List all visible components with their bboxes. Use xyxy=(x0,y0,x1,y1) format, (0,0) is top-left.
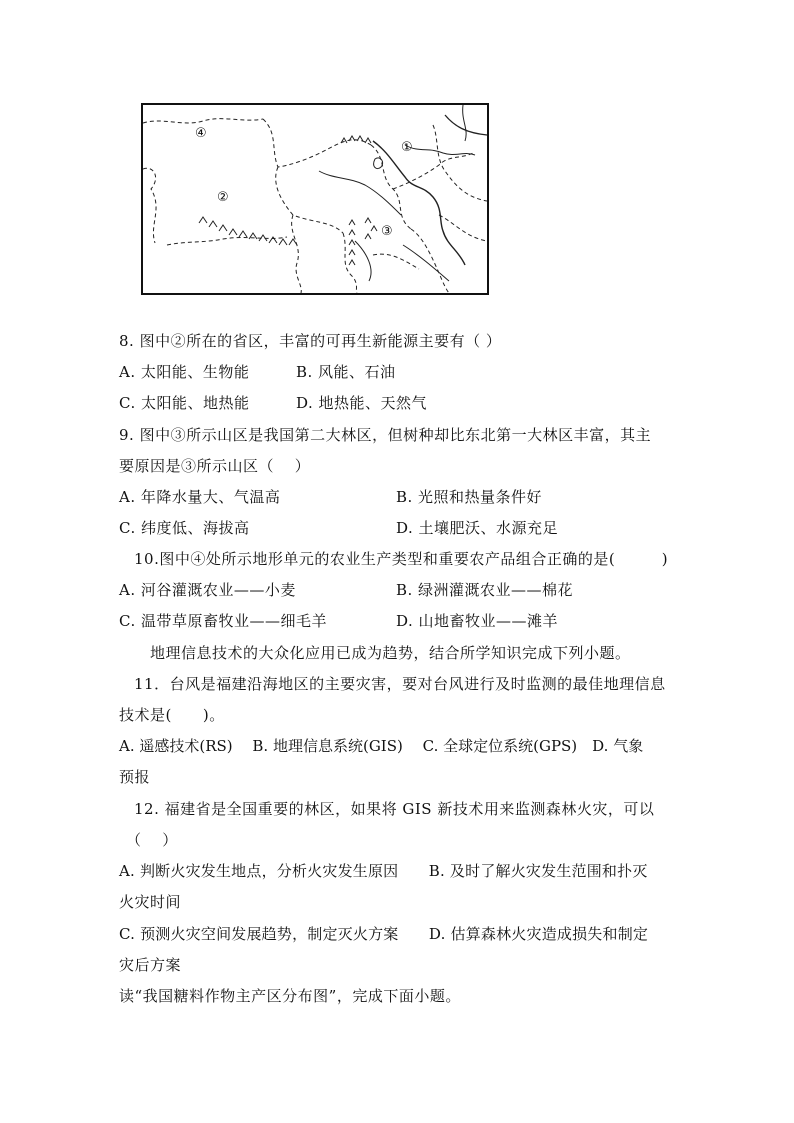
marker-4: ④ xyxy=(195,126,207,141)
q8-options-row1 xyxy=(119,362,396,382)
q9-option-d: D. 土壤肥沃、水源充足 xyxy=(396,519,559,537)
q8-option-a: A. 太阳能、生物能 xyxy=(119,363,250,381)
q12-options-cd: C. 预测火灾空间发展趋势，制定灭火方案 D. 估算森林火灾造成损失和制定 xyxy=(119,925,649,943)
q9-stem-line1: 9. 图中③所示山区是我国第二大林区，但树种却比东北第一大林区丰富，其主 xyxy=(119,426,652,444)
q10-option-d: D. 山地畜牧业——滩羊 xyxy=(396,612,559,630)
q8-option-c: C. 太阳能、地热能 xyxy=(119,394,250,412)
q10-option-a: A. 河谷灌溉农业——小麦 xyxy=(119,581,296,599)
marker-2: ② xyxy=(217,190,229,205)
q11-options: A. 遥感技术(RS) B. 地理信息系统(GIS) C. 全球定位系统(GPS) D. 气象 xyxy=(119,737,644,755)
section-intro: 地理信息技术的大众化应用已成为趋势，结合所学知识完成下列小题。 xyxy=(150,644,631,662)
q12-stem-line2: （ ） xyxy=(126,831,178,849)
q12-stem-line1: 12. 福建省是全国重要的林区，如果将 GIS 新技术用来监测森林火灾，可以 xyxy=(134,800,655,818)
q10-option-c: C. 温带草原畜牧业——细毛羊 xyxy=(119,612,327,630)
q12-options-cd-cont: 灾后方案 xyxy=(119,956,182,974)
marker-1: ① xyxy=(401,140,413,155)
q9-option-b: B. 光照和热量条件好 xyxy=(396,488,543,506)
q12-options-ab: A. 判断火灾发生地点，分析火灾发生原因 B. 及时了解火灾发生范围和扑灭 xyxy=(119,862,648,880)
q9-option-a: A. 年降水量大、气温高 xyxy=(119,488,281,506)
map-drawing xyxy=(143,105,487,293)
q9-option-c: C. 纬度低、海拔高 xyxy=(119,519,250,537)
q9-options-row1 xyxy=(119,487,543,507)
q9-stem-line2: 要原因是③所示山区（ ） xyxy=(119,457,311,475)
q8-option-d: D. 地热能、天然气 xyxy=(296,394,428,412)
q9-options-row2 xyxy=(119,518,559,538)
q10-option-b: B. 绿洲灌溉农业——棉花 xyxy=(396,581,574,599)
q10-options-row1 xyxy=(119,580,574,600)
q8-option-b: B. 风能、石油 xyxy=(296,363,396,381)
q11-stem-line2: 技术是( )。 xyxy=(119,706,225,724)
q10-stem: 10.图中④处所示地形单元的农业生产类型和重要农产品组合正确的是( ) xyxy=(134,550,669,568)
q11-options-cont: 预报 xyxy=(119,768,151,786)
q10-options-row2 xyxy=(119,611,559,631)
map-figure xyxy=(141,103,489,295)
q8-stem: 8. 图中②所在的省区，丰富的可再生新能源主要有（ ） xyxy=(119,332,502,350)
marker-3: ③ xyxy=(381,224,393,239)
q11-stem-line1: 11．台风是福建沿海地区的主要灾害，要对台风进行及时监测的最佳地理信息 xyxy=(134,675,666,693)
q12-options-ab-cont: 火灾时间 xyxy=(119,893,182,911)
read-prompt: 读“我国糖料作物主产区分布图”，完成下面小题。 xyxy=(119,987,461,1005)
q8-options-row2 xyxy=(119,393,428,413)
